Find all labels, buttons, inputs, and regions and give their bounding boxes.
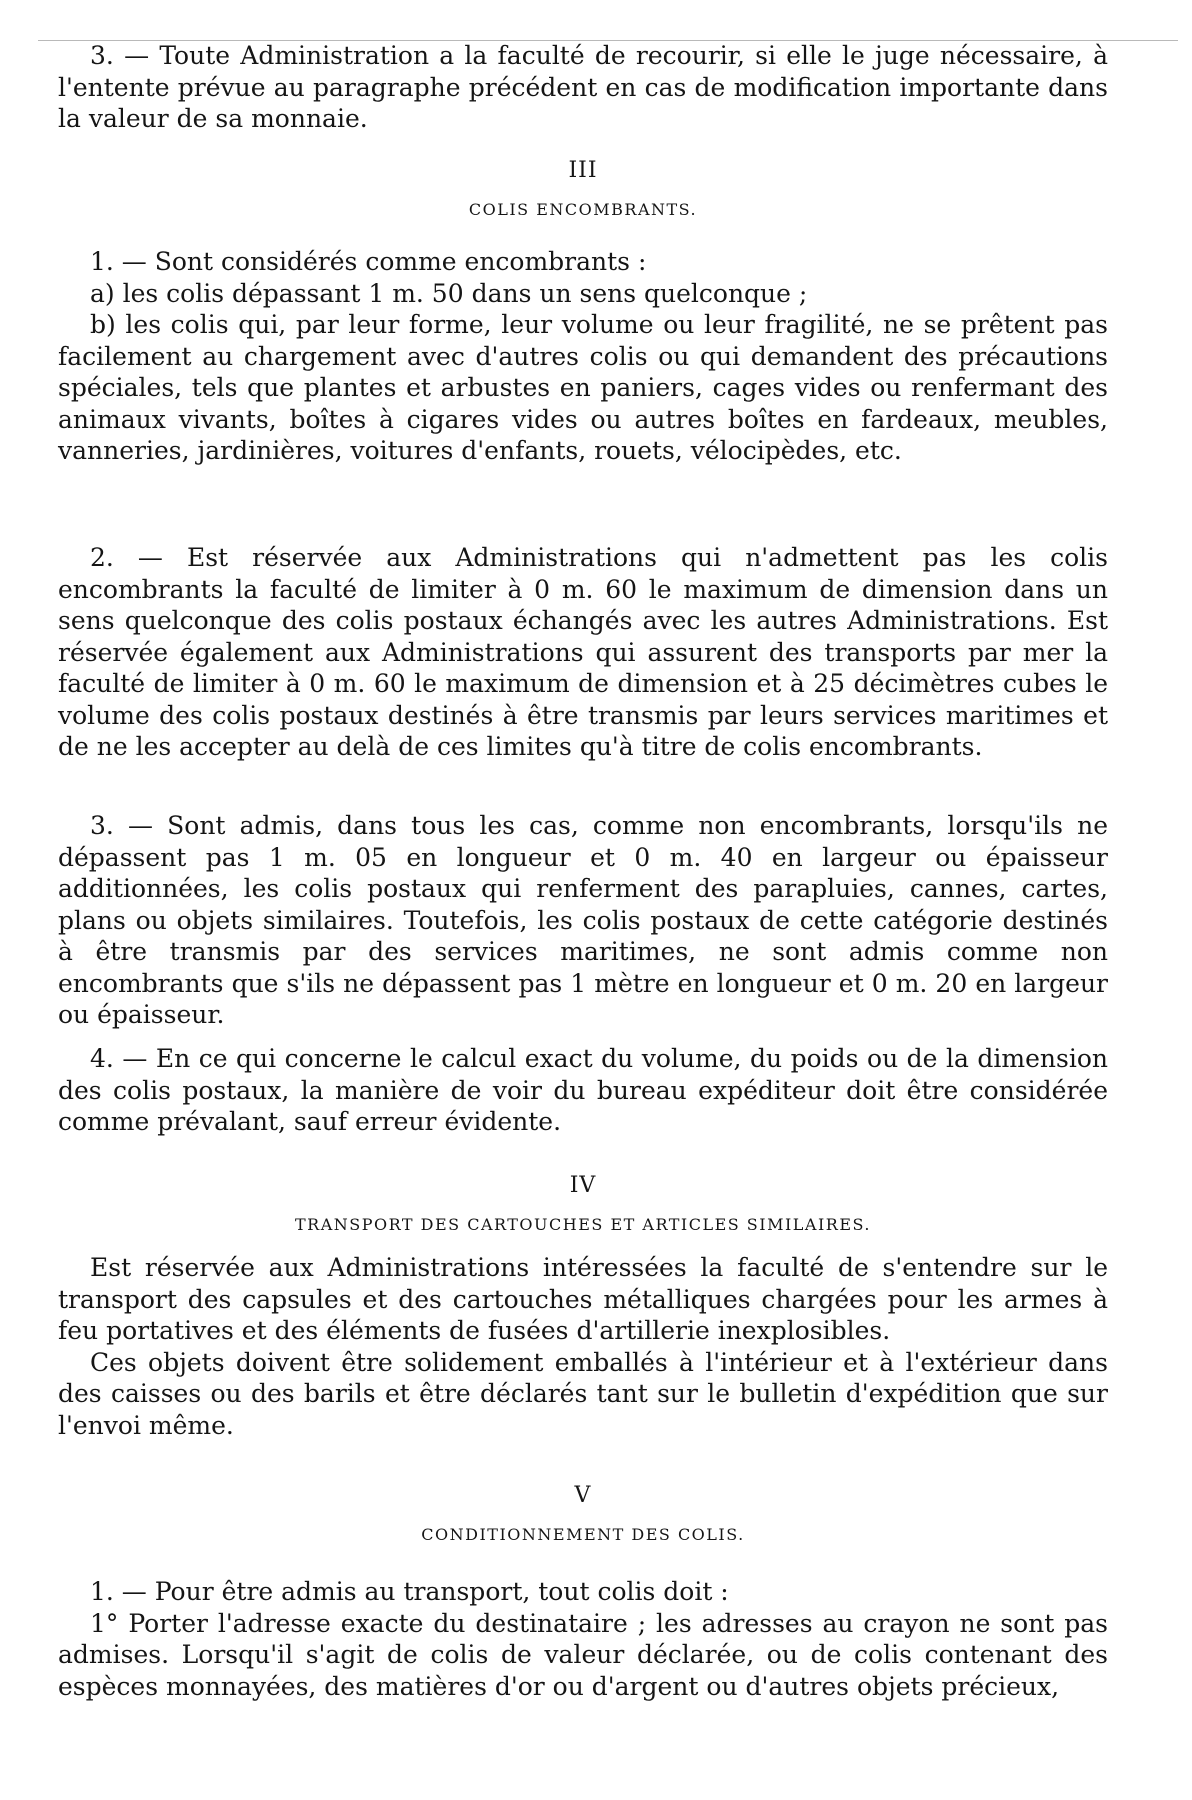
section-5-paragraph-1: 1. — Pour être admis au transport, tout colis doit : bbox=[90, 1577, 729, 1606]
section-4-number: IV bbox=[569, 1173, 597, 1198]
section-3-paragraph-1a: a) les colis dépassant 1 m. 50 dans un sens quelconque ; bbox=[90, 278, 808, 308]
section-5-number: V bbox=[574, 1483, 592, 1508]
section-4-paragraph-1: Est réservée aux Administrations intéressées la faculté de s'entendre sur le transport des capsules et des cartouches métalliques chargées pour les armes à feu portatives et des éléments de fusées d'artillerie inexplosibles. bbox=[58, 1253, 1108, 1345]
section-3 bbox=[58, 158, 1108, 220]
section-3-body bbox=[58, 246, 1108, 467]
section-3-paragraph-1: 1. — Sont considérés comme encombrants : bbox=[90, 247, 647, 276]
section-4-body bbox=[58, 1252, 1108, 1441]
section-3-paragraph-2: 2. — Est réservée aux Administrations qui n'admettent pas les colis encombrants la faculté de limiter à 0 m. 60 le maximum de dimension dans un sens quelconque des colis postaux échangés avec les autres Administrations. Est réservée également aux Administrations qui assurent des transports par mer la faculté de limiter à 0 m. 60 le maximum de dimension et à 25 décimètres cubes le volume des colis postaux destinés à être transmis par leurs services maritimes et de ne les accepter au delà de ces limites qu'à titre de colis encombrants. bbox=[58, 543, 1108, 761]
section-4-paragraph-2: Ces objets doivent être solidement emballés à l'intérieur et à l'extérieur dans des caisses ou des barils et être déclarés tant sur le bulletin d'expédition que sur l'envoi même. bbox=[58, 1347, 1108, 1440]
section-2-paragraph-3: 3. — Toute Administration a la faculté de recourir, si elle le juge nécessaire, à l'entente prévue au paragraphe précédent en cas de modification importante dans la valeur de sa monnaie. bbox=[58, 41, 1108, 133]
document-page bbox=[58, 40, 1108, 1780]
section-4-title: TRANSPORT DES CARTOUCHES ET ARTICLES SIMILAIRES. bbox=[295, 1215, 871, 1234]
section-5-title: CONDITIONNEMENT DES COLIS. bbox=[421, 1525, 745, 1544]
section-3-body-2 bbox=[58, 542, 1108, 763]
section-3-paragraph-4: 4. — En ce qui concerne le calcul exact du volume, du poids ou de la dimension des colis postaux, la manière de voir du bureau expéditeur doit être considérée comme prévalant, sauf erreur évidente. bbox=[58, 1044, 1108, 1136]
section-5-paragraph-1-item-1: 1° Porter l'adresse exacte du destinataire ; les adresses au crayon ne sont pas admises. Lorsqu'il s'agit de colis de valeur déclarée, ou de colis contenant des espèces monnayées, des matières d'or ou d'argent ou d'autres objets précieux, bbox=[58, 1608, 1108, 1701]
section-3-number: III bbox=[568, 158, 598, 183]
section-3-paragraph-1b: b) les colis qui, par leur forme, leur volume ou leur fragilité, ne se prêtent pas facilement au chargement avec d'autres colis ou qui demandent des précautions spéciales, tels que plantes et arbustes en paniers, cages vides ou renfermant des animaux vivants, boîtes à cigares vides ou autres boîtes en fardeaux, meubles, vanneries, jardinières, voitures d'enfants, rouets, vélocipèdes, etc. bbox=[58, 310, 1108, 465]
section-5 bbox=[58, 1483, 1108, 1545]
section-3-body-4 bbox=[58, 1043, 1108, 1138]
section-5-body bbox=[58, 1576, 1108, 1702]
section-3-title: COLIS ENCOMBRANTS. bbox=[468, 200, 698, 219]
section-2-tail bbox=[58, 40, 1108, 135]
section-3-body-3 bbox=[58, 810, 1108, 1031]
section-4 bbox=[58, 1173, 1108, 1235]
section-3-paragraph-3: 3. — Sont admis, dans tous les cas, comme non encombrants, lorsqu'ils ne dépassent pas 1 m. 05 en longueur et 0 m. 40 en largeur ou épaisseur additionnées, les colis postaux qui renferment des parapluies, cannes, cartes, plans ou objets similaires. Toutefois, les colis postaux de cette catégorie destinés à être transmis par des services maritimes, ne sont admis comme non encombrants que s'ils ne dépassent pas 1 mètre en longueur et 0 m. 20 en largeur ou épaisseur. bbox=[58, 811, 1108, 1029]
